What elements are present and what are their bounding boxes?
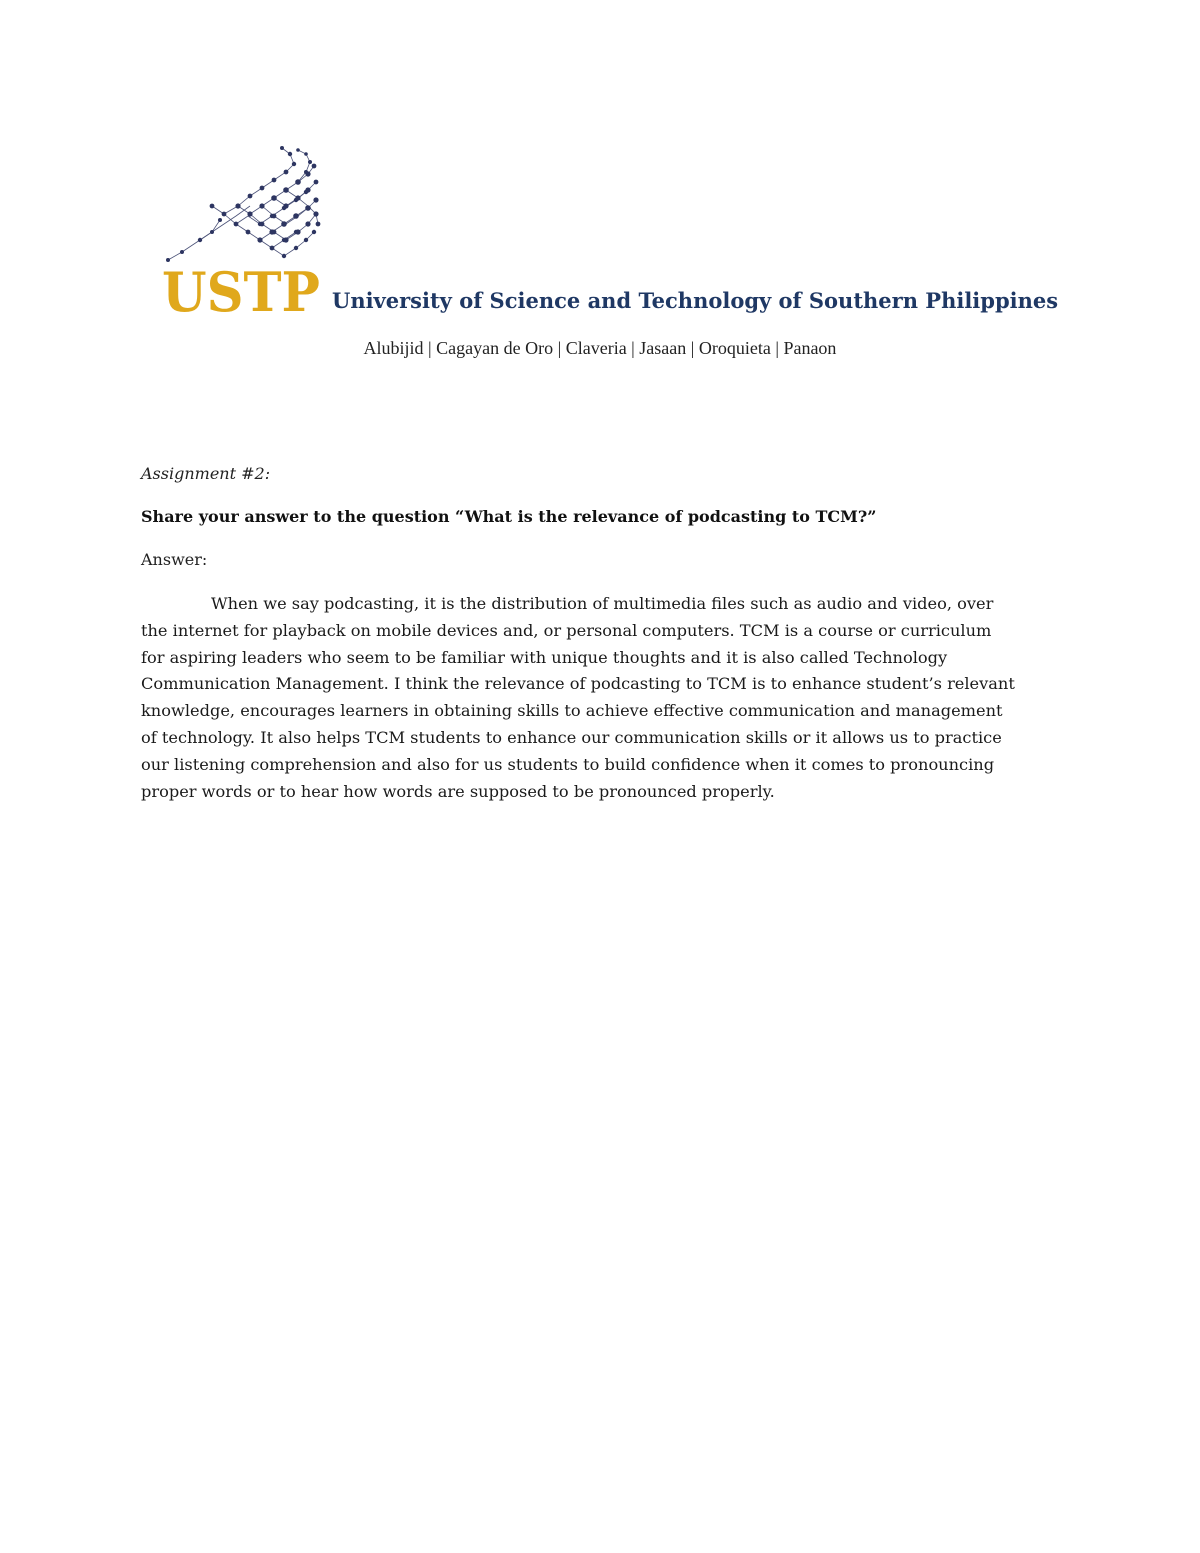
answer-line: proper words or to hear how words are supposed to be pronounced properly. — [141, 781, 775, 801]
answer-line: the internet for playback on mobile devices and, or personal computers. TCM is a course or curriculum — [141, 620, 992, 640]
university-name: University of Science and Technology of Southern Philippines — [332, 288, 1059, 313]
answer-line: knowledge, encourages learners in obtaining skills to achieve effective communication and management — [141, 701, 1003, 721]
ustp-logo — [160, 140, 330, 320]
answer-line: When we say podcasting, it is the distribution of multimedia files such as audio and video, over — [211, 594, 994, 613]
answer-line: Communication Management. I think the relevance of podcasting to TCM is to enhance student’s relevant — [141, 674, 1015, 694]
answer-line: our listening comprehension and also for us students to build confidence when it comes to pronouncing — [141, 754, 995, 774]
answer-line: of technology. It also helps TCM students to enhance our communication skills or it allows us to practice — [141, 727, 1002, 747]
answer-line: for aspiring leaders who seem to be familiar with unique thoughts and it is also called Technology — [141, 647, 948, 667]
answer-label: Answer: — [141, 550, 208, 569]
assignment-label: Assignment #2: — [141, 464, 271, 483]
assignment-question: Share your answer to the question “What is the relevance of podcasting to TCM?” — [141, 507, 877, 526]
answer-paragraph — [141, 591, 1071, 805]
logo-wordmark: USTP — [162, 260, 320, 320]
campus-list: Alubijid | Cagayan de Oro | Claveria | Jasaan | Oroquieta | Panaon — [363, 338, 837, 358]
